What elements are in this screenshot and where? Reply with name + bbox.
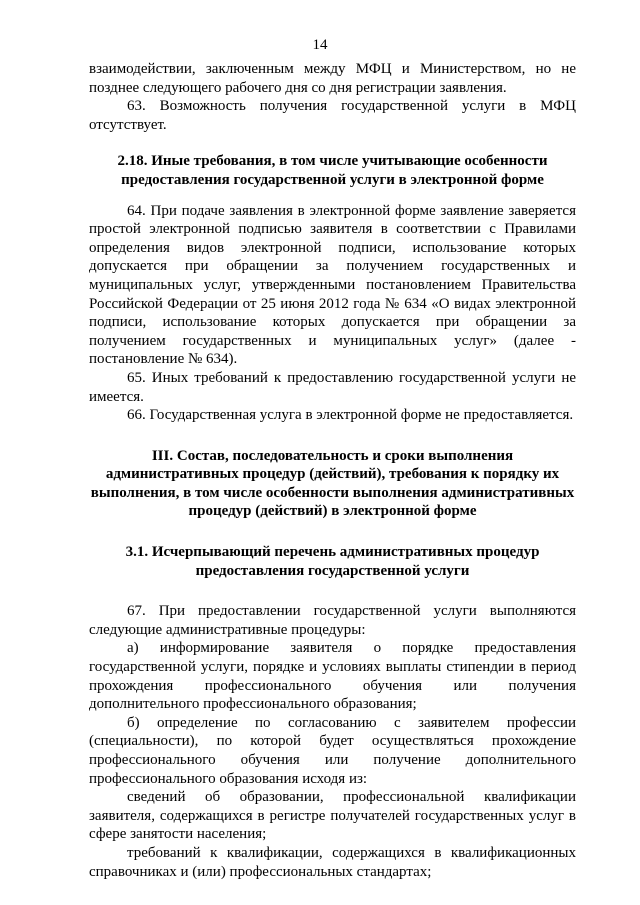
page-number: 14 [312, 37, 328, 53]
paragraph-continuation: взаимодействии, заключенным между МФЦ и Министерством, но не позднее следующего рабочего дня со дня регистрации заявления. [89, 61, 576, 96]
section-heading-2-18: 2.18. Иные требования, в том числе учитывающие особенности предоставления государственной услуги в электронной форме [117, 153, 548, 188]
paragraph-64: 64. При подаче заявления в электронной форме заявление заверяется простой электронной подписью заявителя в соответствии с Правилами определения видов электронной подписи, использование которых допускается при обращении за получением государственных и муниципальных услуг, утвержденными постановлением Правительства Российской Федерации от 25 июня 2012 года № 634 «О видах электронной подписи, использование которых допускается при обращении за получением государственных и муниципальных услуг» (далее - постановление № 634). [89, 202, 576, 368]
paragraph-67-b-item-1: сведений об образовании, профессиональной квалификации заявителя, содержащихся в регистре получателей государственных услуг в сфере занятости населения; [89, 789, 576, 843]
document-body [89, 60, 576, 881]
section-heading-3-1: 3.1. Исчерпывающий перечень административных процедур предоставления государственной услуги [125, 544, 540, 579]
chapter-heading-III: III. Состав, последовательность и сроки выполнения административных процедур (действий), требования к порядку их выполнения, в том числе особенности выполнения административных процедур (действий) в электронной форме [90, 447, 575, 520]
paragraph-67-b: б) определение по согласованию с заявителем профессии (специальности), по которой будет осуществляться прохождение профессионального обучения или получение дополнительного профессионального образования исходя из: [89, 714, 576, 787]
paragraph-67: 67. При предоставлении государственной услуги выполняются следующие административные процедуры: [89, 603, 576, 638]
paragraph-65: 65. Иных требований к предоставлению государственной услуги не имеется. [89, 369, 576, 405]
paragraph-63: 63. Возможность получения государственной услуги в МФЦ отсутствует. [89, 98, 576, 133]
paragraph-67-a: а) информирование заявителя о порядке предоставления государственной услуги, порядке и условиях выплаты стипендии в период прохождения профессионального обучения или получения дополнительного профессионального образования; [89, 640, 576, 713]
paragraph-67-b-item-2: требований к квалификации, содержащихся в квалификационных справочниках и (или) профессиональных стандартах; [89, 844, 576, 880]
paragraph-66: 66. Государственная услуга в электронной форме не предоставляется. [127, 407, 574, 424]
